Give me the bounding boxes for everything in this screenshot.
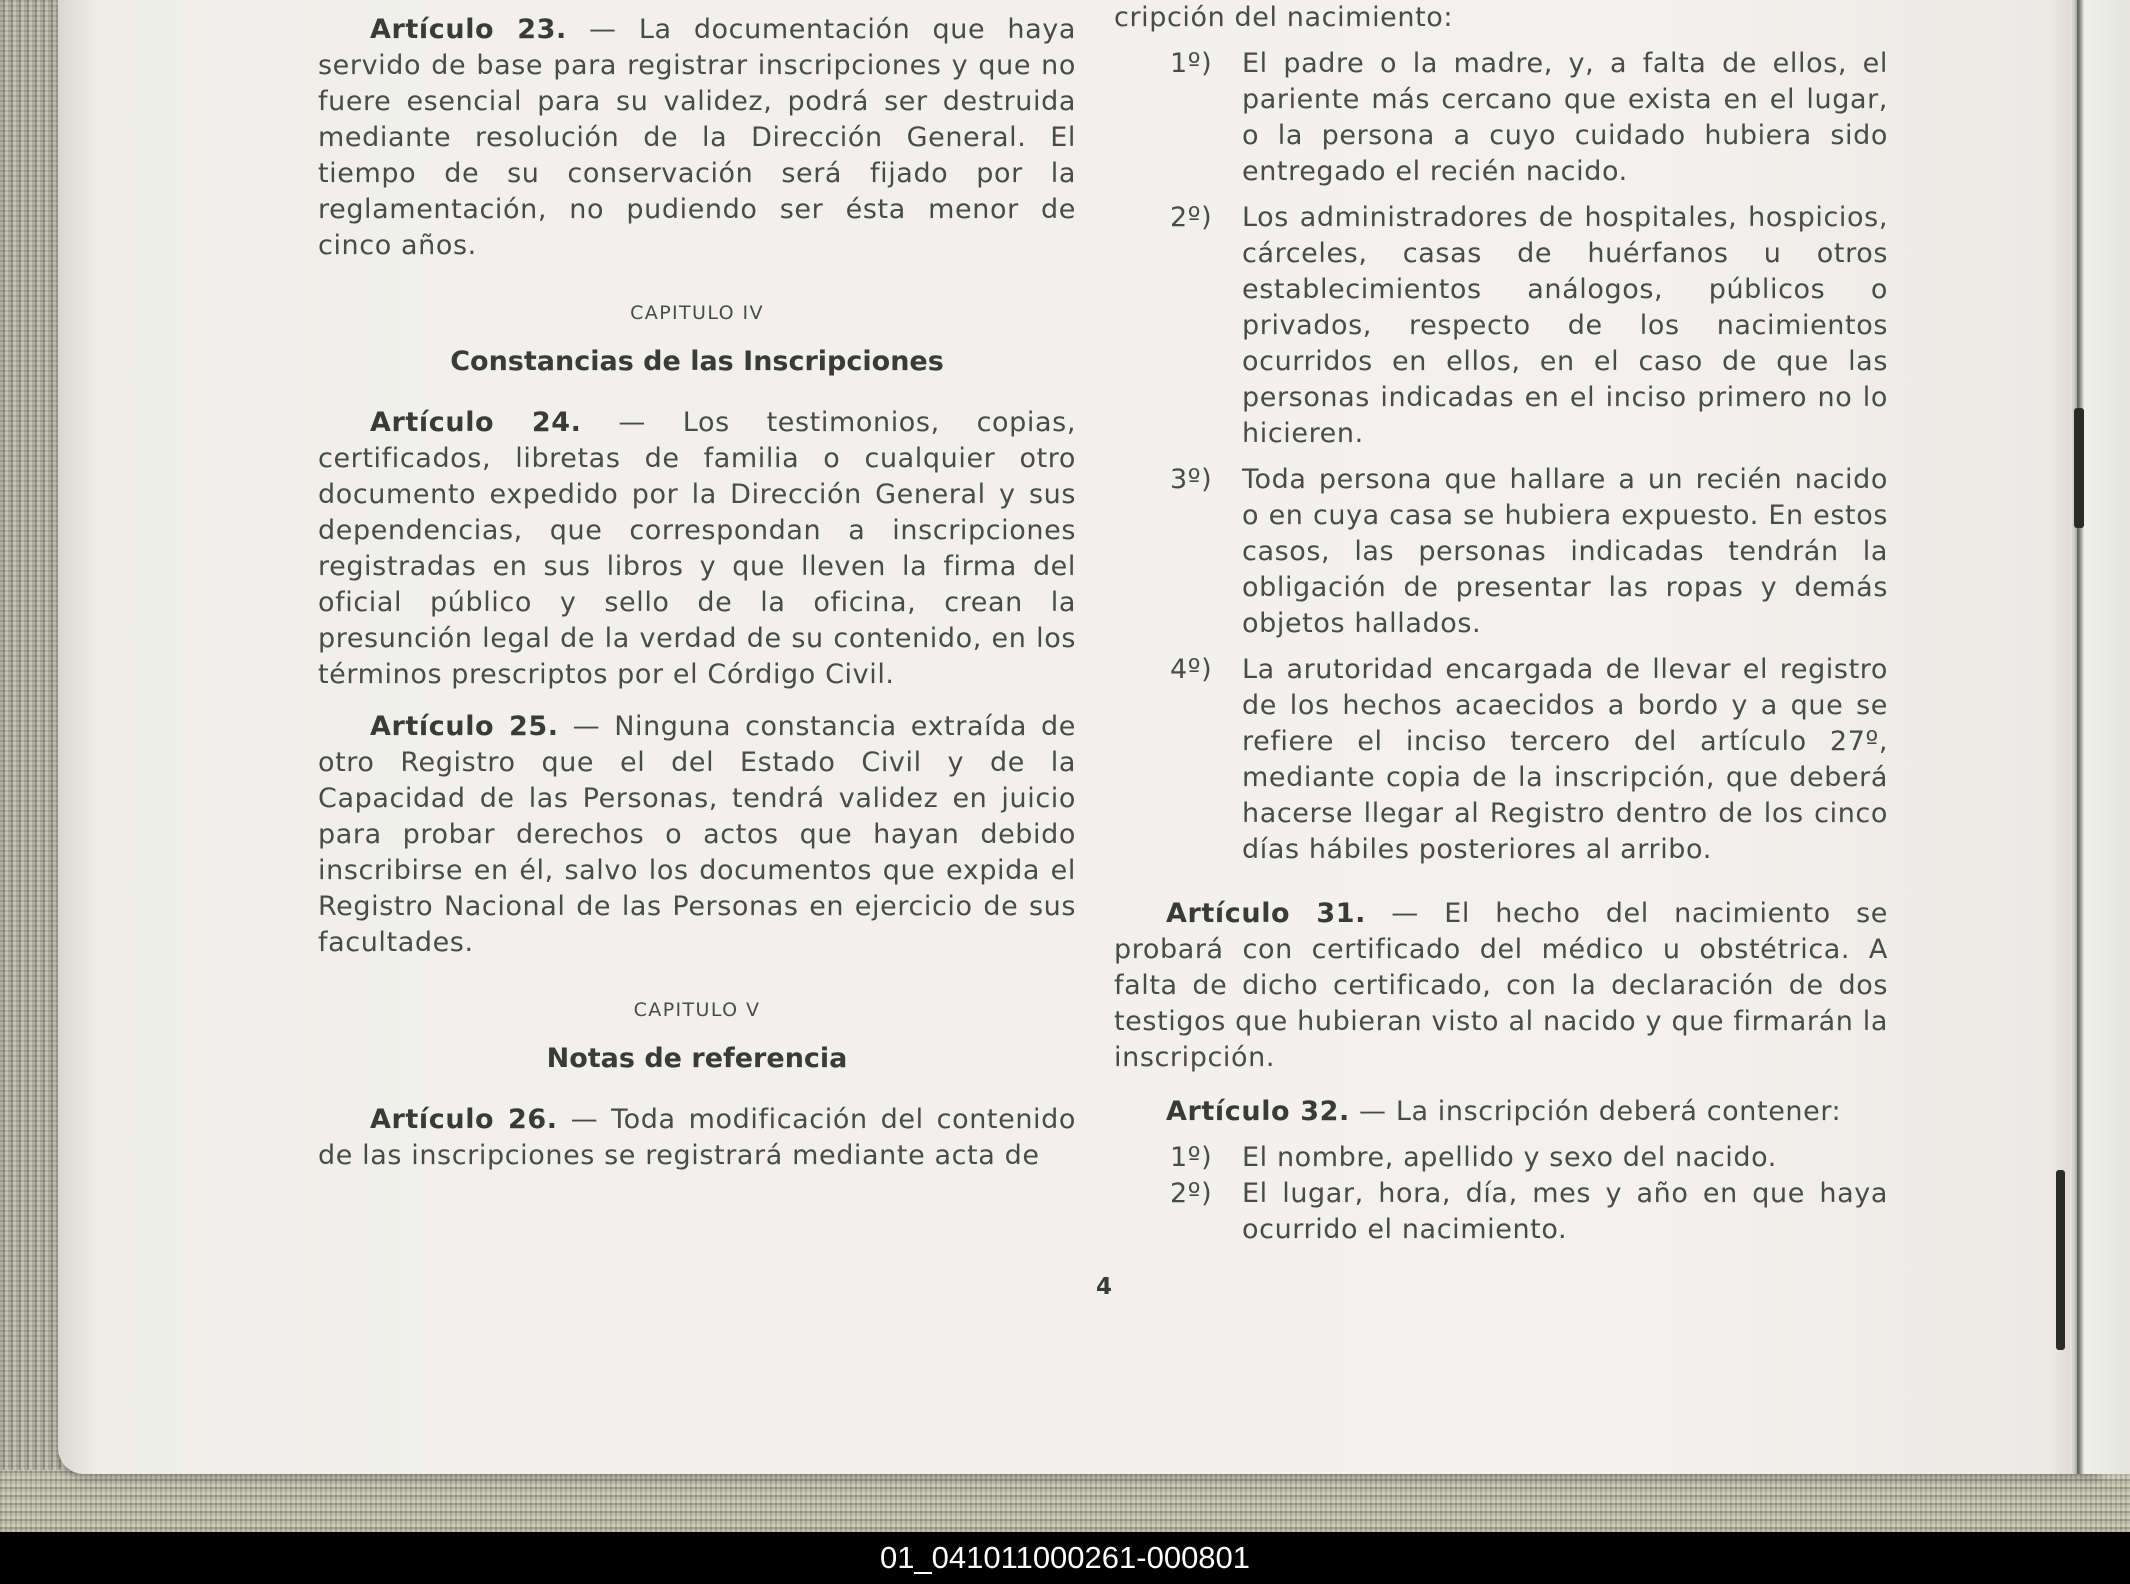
item-text: El padre o la madre, y, a falta de ellos, el pariente más cercano que exista en el lugar, o la persona a cuyo cuidado hubiera sido entregado el recién nacido. <box>1242 48 1888 187</box>
article-label: Artículo 26. <box>370 1104 558 1135</box>
article-label: Artículo 23. <box>370 14 567 45</box>
article-label: Artículo 31. <box>1166 898 1366 929</box>
item-number: 1º) <box>1170 1142 1213 1173</box>
right-column <box>1114 0 1888 1248</box>
article-25 <box>318 709 1076 961</box>
item-number: 4º) <box>1170 654 1213 685</box>
article-text: — El hecho del nacimiento se probará con certificado del médico u obstétrica. A falta de dicho certificado, con la declaración de dos testigos que hubieran visto al nacido y que firmarán la inscripción. <box>1114 898 1888 1073</box>
list-item <box>1114 1140 1888 1176</box>
next-page-edge <box>2084 0 2130 1474</box>
page-number: 4 <box>1095 1274 1112 1300</box>
article-text: — Ninguna constancia extraída de otro Registro que el del Estado Civil y de la Capacidad de las Personas, tendrá validez en juicio para probar derechos o actos que hayan debido inscribirse en él, salvo los documentos que expida el Registro Nacional de las Personas en ejercicio de sus facultades. <box>318 711 1077 958</box>
binding-mark <box>2056 1170 2065 1350</box>
article-text: — La documentación que haya servido de base para registrar inscripciones y que no fuere esencial para su validez, podrá ser destruida mediante resolución de la Dirección General. El tiempo de su conservación será fijado por la reglamentación, no pudiendo ser ésta menor de cinco años. <box>318 14 1076 261</box>
chapter-heading: CAPITULO IV <box>630 302 764 324</box>
article-24 <box>318 405 1076 693</box>
article-32 <box>1114 1094 1888 1130</box>
article-text: — Toda modificación del contenido de las inscripciones se registrará mediante acta de <box>318 1104 1076 1171</box>
article-31 <box>1114 896 1888 1076</box>
list-item <box>1114 462 1888 642</box>
list-item <box>1114 1176 1888 1248</box>
section-title: Constancias de las Inscripciones <box>450 346 944 377</box>
image-caption: 01_041011000261-000801 <box>0 1532 2130 1584</box>
item-text: Toda persona que hallare a un recién nacido o en cuya casa se hubiera expuesto. En estos casos, las personas indicadas tendrán la obligación de presentar las ropas y demás objetos hallados. <box>1242 464 1888 639</box>
item-number: 3º) <box>1170 464 1213 495</box>
binding-mark <box>2074 408 2084 528</box>
article-23 <box>318 12 1076 264</box>
continued-text: cripción del nacimiento: <box>1114 2 1454 33</box>
article-label: Artículo 32. <box>1166 1096 1350 1127</box>
item-text: El nombre, apellido y sexo del nacido. <box>1242 1142 1777 1173</box>
item-number: 2º) <box>1170 202 1213 233</box>
left-column <box>318 12 1076 1174</box>
list-item <box>1114 46 1888 190</box>
article-text: — La inscripción deberá contener: <box>1359 1096 1842 1127</box>
list-item <box>1114 652 1888 868</box>
page-fold <box>2070 0 2084 1474</box>
list-item <box>1114 200 1888 452</box>
item-text: Los administradores de hospitales, hospicios, cárceles, casas de huérfanos u otros establecimientos análogos, públicos o privados, respecto de los nacimientos ocurridos en ellos, en el caso de que las personas indicadas en el inciso primero no lo hicieren. <box>1242 202 1888 449</box>
article-26 <box>318 1102 1076 1174</box>
binding-cloth-left <box>0 0 62 1532</box>
item-text: El lugar, hora, día, mes y año en que haya ocurrido el nacimiento. <box>1242 1178 1888 1245</box>
item-number: 2º) <box>1170 1178 1213 1209</box>
chapter-heading: CAPITULO V <box>633 999 761 1021</box>
binding-cloth-bottom <box>0 1470 2130 1532</box>
item-text: La arutoridad encargada de llevar el registro de los hechos acaecidos a bordo y a que se refiere el inciso tercero del artículo 27º, mediante copia de la inscripción, que deberá hacerse llegar al Registro dentro de los cinco días hábiles posteriores al arribo. <box>1242 654 1888 865</box>
item-number: 1º) <box>1170 48 1213 79</box>
article-label: Artículo 25. <box>370 711 559 742</box>
article-label: Artículo 24. <box>370 407 582 438</box>
article-text: — Los testimonios, copias, certificados, libretas de familia o cualquier otro documento expedido por la Dirección General y sus dependencias, que correspondan a inscripciones registradas en sus libros y que lleven la firma del oficial público y sello de la oficina, crean la presunción legal de la verdad de su contenido, en los términos prescriptos por el Córdigo Civil. <box>318 407 1077 690</box>
section-title: Notas de referencia <box>546 1043 848 1074</box>
